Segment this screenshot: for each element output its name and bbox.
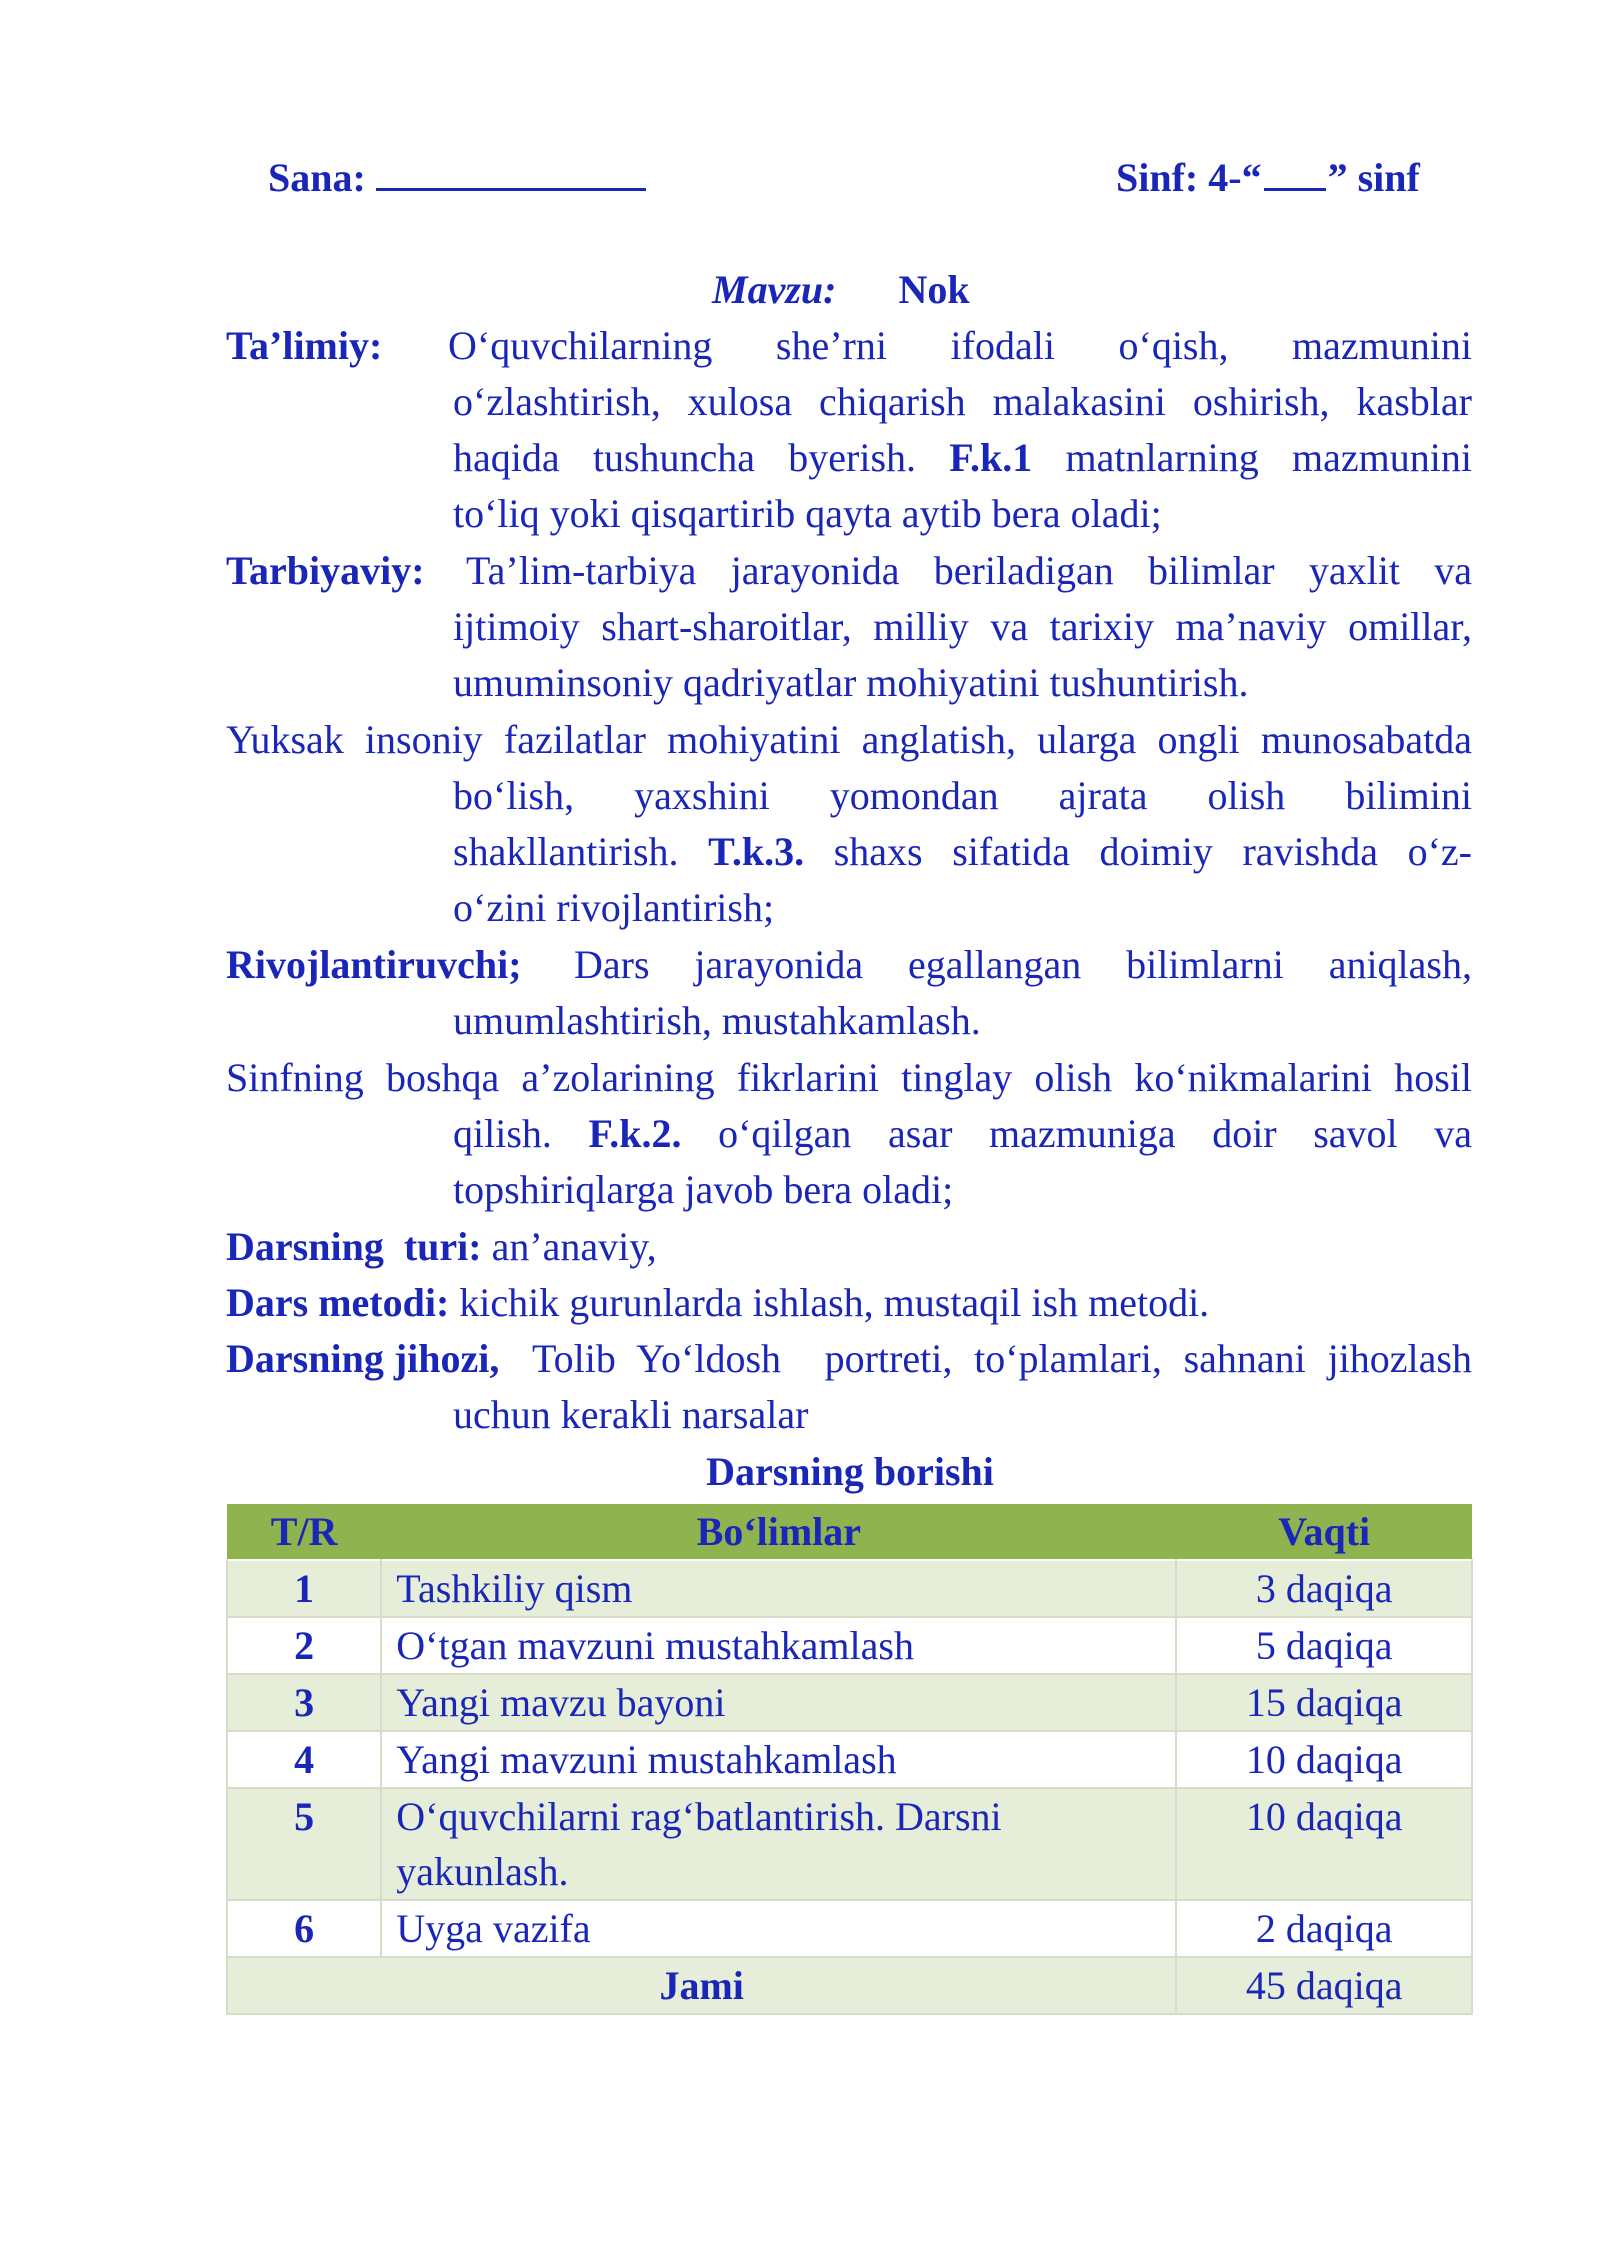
row-time: 5 daqiqa: [1176, 1617, 1472, 1674]
darsning-jihozi-line-1: Tolib Yo‘ldosh portreti, to‘plamlari, sahnani jihozlash: [532, 1336, 1472, 1381]
tarbiyaviy-line-1: Ta’lim-tarbiya jarayonida beriladigan bilimlar yaxlit va: [466, 548, 1472, 593]
talimiy-line-4: to‘liq yoki qisqartirib qayta aytib bera oladi;: [453, 491, 1162, 536]
talimiy-line-1: O‘quvchilarning she’rni ifodali o‘qish, mazmunini: [448, 323, 1472, 368]
yuksak-line-2: bo‘lish, yaxshini yomondan ajrata olish bilimini: [453, 773, 1472, 818]
table-row: [227, 1560, 1472, 1617]
sinfning-line-2-a: qilish.: [453, 1111, 552, 1156]
rivojlantiruvchi-line-2: umumlashtirish, mustahkamlash.: [453, 998, 981, 1043]
row-number: 4: [227, 1731, 381, 1788]
row-number: 5: [227, 1788, 381, 1900]
sinfning-line-1: Sinfning boshqa a’zolarining fikrlarini tinglay olish ko‘nikmalarini hosil: [226, 1055, 1472, 1100]
row-section: Uyga vazifa: [381, 1900, 1176, 1957]
tarbiyaviy-line-3: umuminsoniy qadriyatlar mohiyatini tushuntirish.: [453, 660, 1249, 705]
talimiy-line-3-a: haqida tushuncha byerish.: [453, 435, 917, 480]
yuksak-line-3-a: shakllantirish.: [453, 829, 679, 874]
row-section: O‘quvchilarni rag‘batlantirish. Darsni yakunlash.: [381, 1788, 1176, 1900]
tarbiyaviy-line-2: ijtimoiy shart-sharoitlar, milliy va tarixiy ma’naviy omillar,: [453, 604, 1472, 649]
talimiy-line-3: [453, 430, 1472, 486]
yuksak-line-4: o‘zini rivojlantirish;: [453, 885, 775, 930]
table-row: [227, 1617, 1472, 1674]
topic-line: [712, 262, 970, 318]
row-section: Yangi mavzuni mustahkamlash: [381, 1731, 1176, 1788]
table-row: [227, 1900, 1472, 1957]
topic-value: Nok: [898, 267, 970, 312]
date-field: [268, 150, 646, 206]
darsning-jihozi-label: Darsning jihozi,: [226, 1336, 500, 1381]
class-suffix: ” sinf: [1327, 155, 1420, 200]
sinfning-line-2-c: o‘qilgan asar mazmuniga doir savol va: [718, 1111, 1472, 1156]
class-field: [1116, 150, 1420, 206]
darsning-jihozi-line-2: uchun kerakli narsalar: [453, 1392, 809, 1437]
total-time: 45 daqiqa: [1176, 1957, 1472, 2014]
talimiy-label: Ta’limiy:: [226, 323, 383, 368]
darsning-turi-line: [226, 1219, 657, 1275]
row-time: 10 daqiqa: [1176, 1731, 1472, 1788]
total-label: Jami: [227, 1957, 1176, 2014]
row-number: 2: [227, 1617, 381, 1674]
yuksak-code-tk3: T.k.3.: [708, 829, 805, 874]
row-section: Yangi mavzu bayoni: [381, 1674, 1176, 1731]
row-number: 1: [227, 1560, 381, 1617]
darsning-turi-value: an’anaviy,: [491, 1224, 657, 1269]
row-time: 15 daqiqa: [1176, 1674, 1472, 1731]
sinfning-line-2: [453, 1106, 1472, 1162]
yuksak-line-1: Yuksak insoniy fazilatlar mohiyatini anglatish, ularga ongli munosabatda: [226, 717, 1472, 762]
header-time: Vaqti: [1176, 1504, 1472, 1560]
table-row: [227, 1788, 1472, 1900]
header-tr: T/R: [227, 1504, 381, 1560]
yuksak-line-3: [453, 824, 1472, 880]
tarbiyaviy-label: Tarbiyaviy:: [226, 548, 425, 593]
table-header-row: [227, 1504, 1472, 1560]
row-time: 2 daqiqa: [1176, 1900, 1472, 1957]
yuksak-line-3-c: shaxs sifatida doimiy ravishda o‘z-: [833, 829, 1472, 874]
date-blank-line: [376, 154, 646, 191]
sinfning-code-fk2: F.k.2.: [588, 1111, 682, 1156]
row-time: 3 daqiqa: [1176, 1560, 1472, 1617]
dars-metodi-value: kichik gurunlarda ishlash, mustaqil ish metodi.: [459, 1280, 1210, 1325]
table-row: [227, 1674, 1472, 1731]
rivojlantiruvchi-label: Rivojlantiruvchi;: [226, 942, 522, 987]
row-number: 3: [227, 1674, 381, 1731]
rivojlantiruvchi-line-1: Dars jarayonida egallangan bilimlarni aniqlash,: [574, 942, 1472, 987]
darsning-turi-label: Darsning turi:: [226, 1224, 482, 1269]
topic-label: Mavzu:: [712, 267, 837, 312]
plan-title: Darsning borishi: [706, 1449, 994, 1494]
table-total-row: [227, 1957, 1472, 2014]
row-number: 6: [227, 1900, 381, 1957]
header-sections: Bo‘limlar: [381, 1504, 1176, 1560]
class-prefix: Sinf: 4-“: [1116, 155, 1262, 200]
row-time: 10 daqiqa: [1176, 1788, 1472, 1900]
table-row: [227, 1731, 1472, 1788]
class-blank-line: [1264, 154, 1326, 191]
talimiy-line-3-c: matnlarning mazmunini: [1065, 435, 1472, 480]
dars-metodi-label: Dars metodi:: [226, 1280, 450, 1325]
row-section: O‘tgan mavzuni mustahkamlash: [381, 1617, 1176, 1674]
talimiy-code-fk1: F.k.1: [949, 435, 1033, 480]
lesson-plan-table: [226, 1504, 1473, 2015]
dars-metodi-line: [226, 1275, 1209, 1331]
date-label: Sana:: [268, 155, 366, 200]
row-section: Tashkiliy qism: [381, 1560, 1176, 1617]
talimiy-line-2: o‘zlashtirish, xulosa chiqarish malakasini oshirish, kasblar: [453, 379, 1472, 424]
sinfning-line-3: topshiriqlarga javob bera oladi;: [453, 1167, 954, 1212]
